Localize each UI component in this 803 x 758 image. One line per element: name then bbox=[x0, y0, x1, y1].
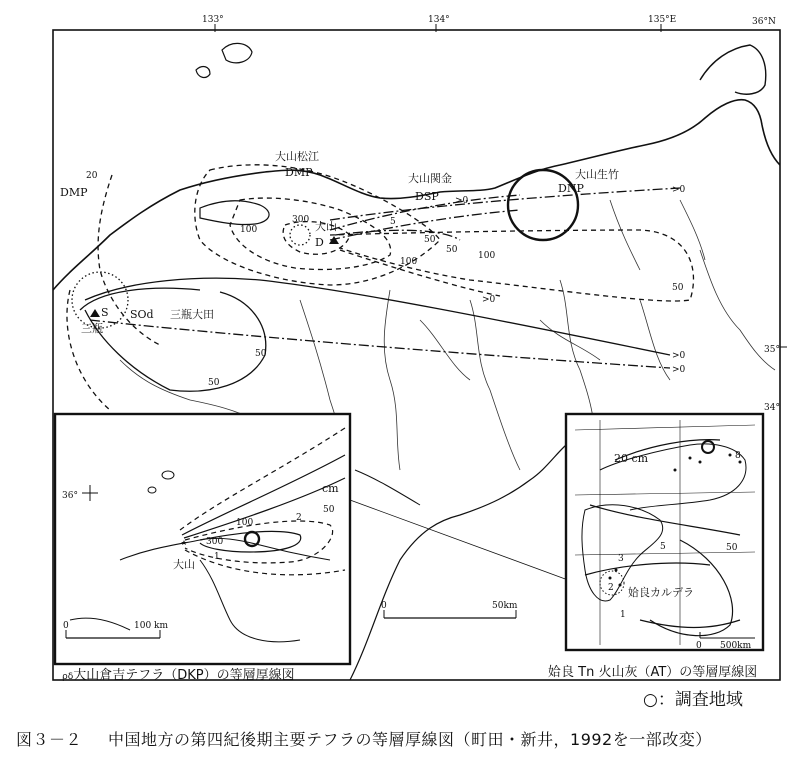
lat-label-36: 36°N bbox=[752, 17, 776, 27]
isopach-value: 50 bbox=[424, 235, 436, 245]
isopach-value: 20 bbox=[86, 171, 98, 181]
caption-number: 図３－２ bbox=[16, 730, 83, 749]
inset-right-value: 2 bbox=[608, 583, 614, 593]
inset-left-value: 100 bbox=[236, 518, 254, 528]
lon-label-135: 135°E bbox=[648, 15, 677, 25]
isopachs bbox=[67, 165, 694, 410]
lon-label-134: 134° bbox=[428, 15, 450, 25]
inset-left-place: 大山 bbox=[173, 558, 195, 571]
lat-label-34: 34° bbox=[764, 403, 780, 413]
coast-segment bbox=[355, 470, 420, 505]
inset-dkp bbox=[55, 414, 350, 664]
caption-text: 中国地方の第四紀後期主要テフラの等層厚線図（町田・新井，1992を一部改変） bbox=[108, 730, 712, 749]
main-scale-bar bbox=[384, 610, 516, 618]
figure-caption bbox=[16, 727, 712, 750]
isopach-value: >0 bbox=[672, 351, 686, 361]
isopach-value: 5 bbox=[390, 217, 396, 227]
shimane-peninsula bbox=[200, 201, 269, 225]
lat-label-35: 35° bbox=[764, 345, 780, 355]
isopach-value: 100 bbox=[400, 257, 418, 267]
isopach-value: 100 bbox=[240, 225, 258, 235]
inset-right-value: 5 bbox=[660, 542, 666, 552]
inset-connector bbox=[350, 500, 568, 580]
isopach-value: >0 bbox=[672, 185, 686, 195]
inset-left-title: 大山倉吉テフラ（DKP）の等層厚線図 bbox=[73, 668, 295, 683]
label-daisen-ikutake-code: DNP bbox=[558, 182, 584, 195]
inset-right-place: 姶良カルデラ bbox=[628, 586, 694, 599]
legend bbox=[643, 685, 743, 710]
isopach-value: 50 bbox=[446, 245, 458, 255]
label-sanbe: 三瓶 bbox=[81, 322, 103, 335]
label-daisen-ikutake: 大山生竹 bbox=[575, 168, 619, 181]
main-scale-end: 50km bbox=[492, 601, 518, 611]
inset-right-value: 8 bbox=[735, 451, 741, 461]
label-sod: SOd bbox=[130, 308, 154, 321]
legend-text: ：調査地域 bbox=[657, 690, 743, 710]
inset-right-scale-zero: 0 bbox=[696, 641, 702, 651]
isopach-value: >0 bbox=[455, 196, 469, 206]
label-sanbe-ota: 三瓶大田 bbox=[170, 308, 214, 321]
label-sanbe-s: S bbox=[101, 306, 109, 319]
main-scale-zero: 0 bbox=[381, 601, 387, 611]
label-dmp-left: DMP bbox=[60, 186, 88, 199]
sanbe-volcano-icon bbox=[90, 309, 100, 317]
isopach-value: 50 bbox=[672, 283, 684, 293]
inset-left-lat: 36° bbox=[62, 491, 78, 501]
inset-left-unit: cm bbox=[322, 482, 339, 495]
coastline-south bbox=[350, 445, 566, 680]
inset-right-value: 20 cm bbox=[614, 452, 649, 465]
isopach-value: 100 bbox=[478, 251, 496, 261]
lon-label-133: 133° bbox=[202, 15, 224, 25]
study-area-circle-icon: ○ bbox=[643, 690, 658, 710]
inset-right-title: 姶良 Tn 火山灰（AT）の等層厚線図 bbox=[548, 665, 758, 680]
inset-left-value: 300 bbox=[206, 537, 224, 547]
oki-island-small bbox=[196, 67, 210, 78]
isopach-value: >0 bbox=[672, 365, 686, 375]
label-daisen-matsue-code: DMP bbox=[285, 166, 313, 179]
label-daisen-sekigane-code: DSP bbox=[415, 190, 439, 203]
inset-left-scale-end: 100 km bbox=[134, 621, 169, 631]
inset-left-value: 50 bbox=[323, 505, 335, 515]
inset-at bbox=[566, 414, 763, 650]
inset-left-value: 2 bbox=[296, 513, 302, 523]
label-daisen: 大山 bbox=[315, 220, 337, 233]
inset-right-scale-end: 500km bbox=[720, 641, 752, 651]
inset-right-value: 50 bbox=[726, 543, 738, 553]
isopach-value: >0 bbox=[482, 295, 496, 305]
label-daisen-sekigane: 大山関金 bbox=[408, 172, 452, 185]
tango-peninsula bbox=[700, 45, 766, 94]
label-daisen-d: D bbox=[315, 236, 324, 249]
isopach-value: 50 bbox=[255, 349, 267, 359]
inset-left-title-row bbox=[62, 664, 295, 683]
inset-left-scale-zero: 0 bbox=[63, 621, 69, 631]
isopach-value: 300 bbox=[292, 215, 310, 225]
label-daisen-matsue: 大山松江 bbox=[275, 150, 319, 163]
inset-right-value: 3 bbox=[618, 554, 624, 564]
inset-left-value: 1 bbox=[214, 552, 220, 562]
inset-left-prefix: ρδ bbox=[62, 672, 74, 682]
isopach-value: 50 bbox=[208, 378, 220, 388]
oki-island bbox=[222, 43, 252, 62]
inset-right-value: 1 bbox=[620, 610, 626, 620]
